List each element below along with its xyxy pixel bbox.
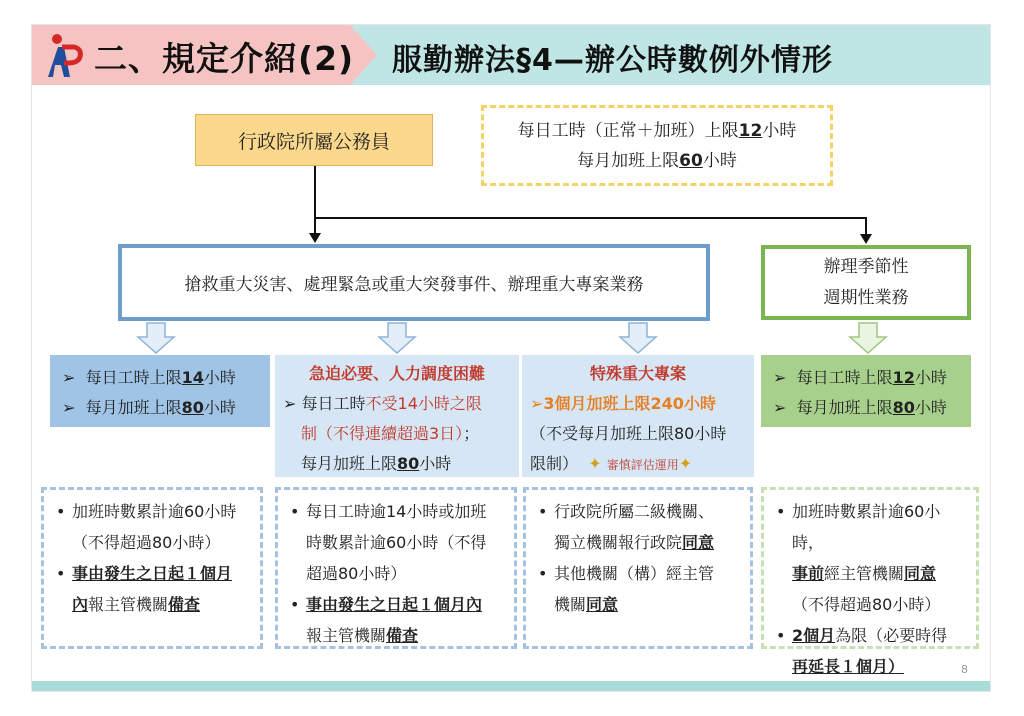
seasonal-line-2: 週期性業務 <box>823 287 909 308</box>
slide <box>32 25 990 691</box>
detail2-bullet-2: • 事由發生之日起１個月內 報主管機關備查 <box>306 589 506 651</box>
sparkle-icon: ✦ <box>588 454 602 473</box>
connector-vertical-right <box>865 217 867 235</box>
page-number: 8 <box>961 663 968 676</box>
footer-band <box>32 681 990 691</box>
detail2-bullet-1: • 每日工時逾14小時或加班 時數累計逾60小時（不得 超過80小時） <box>306 496 506 589</box>
arrow-down-icon <box>860 234 872 244</box>
panel-urgent <box>275 355 519 477</box>
logo-icon <box>40 31 84 79</box>
header-left-title: 二、規定介紹(2) <box>94 39 355 78</box>
arrow-bullet-icon: ➢ <box>530 394 544 413</box>
block-arrow-down-icon <box>377 322 417 354</box>
detail4-bullet-1: • 加班時數累計逾60小時， 事前經主管機關同意 （不得超過80小時） <box>792 496 968 620</box>
detail-box-seasonal <box>761 487 979 676</box>
detail1-bullet-2: • 事由發生之日起１個月 內報主管機關備查 <box>72 558 252 620</box>
emergency-category-box: 搶救重大災害、處理緊急或重大突發事件、辦理重大專案業務 <box>118 244 710 321</box>
panel-general-limits <box>50 355 270 427</box>
panel2-line-1: ➢ 每日工時不受14小時之限 <box>283 394 482 413</box>
panel2-heading: 急迫必要、人力調度困難 <box>308 364 485 383</box>
arrow-bullet-icon: ➢ <box>283 394 297 413</box>
limit-line-1: 每日工時（正常＋加班）上限12小時 <box>517 120 797 141</box>
panel4-item-2: ➢ 每月加班上限80小時 <box>773 398 947 417</box>
detail3-bullet-2: • 其他機關（構）經主管 機關同意 <box>554 558 742 620</box>
civil-servant-box: 行政院所屬公務員 <box>195 114 433 166</box>
panel3-line-2: （不受每月加班上限80小時 <box>530 424 727 443</box>
detail1-bullet-1: • 加班時數累計逾60小時 （不得超過80小時） <box>72 496 252 558</box>
arrow-bullet-icon: ➢ <box>773 368 787 387</box>
limit-line-2: 每月加班上限60小時 <box>577 150 737 171</box>
connector-horizontal <box>314 217 866 219</box>
panel3-line-1: ➢3個月加班上限240小時 <box>530 394 716 413</box>
seasonal-category-box <box>761 245 971 320</box>
panel1-item-1: ➢ 每日工時上限14小時 <box>62 368 236 387</box>
block-arrow-down-icon <box>618 322 658 354</box>
panel1-item-2: ➢ 每月加班上限80小時 <box>62 398 236 417</box>
block-arrow-down-icon <box>136 322 176 354</box>
panel2-line-3: 每月加班上限80小時 <box>301 454 452 473</box>
detail-box-special <box>523 487 753 649</box>
header-right-title: 服勤辦法§4—辦公時數例外情形 <box>392 43 833 78</box>
arrow-bullet-icon: ➢ <box>62 368 76 387</box>
detail-box-urgent <box>275 487 517 649</box>
panel2-line-2: 制（不得連續超過3日）； <box>301 424 480 443</box>
detail3-bullet-1: • 行政院所屬二級機關、 獨立機關報行政院同意 <box>554 496 742 558</box>
block-arrow-down-icon <box>848 322 888 354</box>
seasonal-line-1: 辦理季節性 <box>823 256 909 277</box>
detail4-bullet-2: • 2個月為限（必要時得 再延長１個月） <box>792 620 968 682</box>
arrow-bullet-icon: ➢ <box>773 398 787 417</box>
panel3-heading: 特殊重大專案 <box>589 364 686 383</box>
sparkle-icon: ✦ <box>678 454 693 473</box>
panel-seasonal-limits <box>761 355 971 427</box>
panel-special-project <box>522 355 754 477</box>
connector-vertical-main <box>314 166 316 234</box>
arrow-bullet-icon: ➢ <box>62 398 76 417</box>
default-limit-box <box>481 105 833 186</box>
panel4-item-1: ➢ 每日工時上限12小時 <box>773 368 947 387</box>
panel3-line-3: 限制） ✦ 審慎評估運用✦ <box>530 454 693 473</box>
detail-box-general <box>41 487 263 649</box>
arrow-down-icon <box>309 233 321 243</box>
